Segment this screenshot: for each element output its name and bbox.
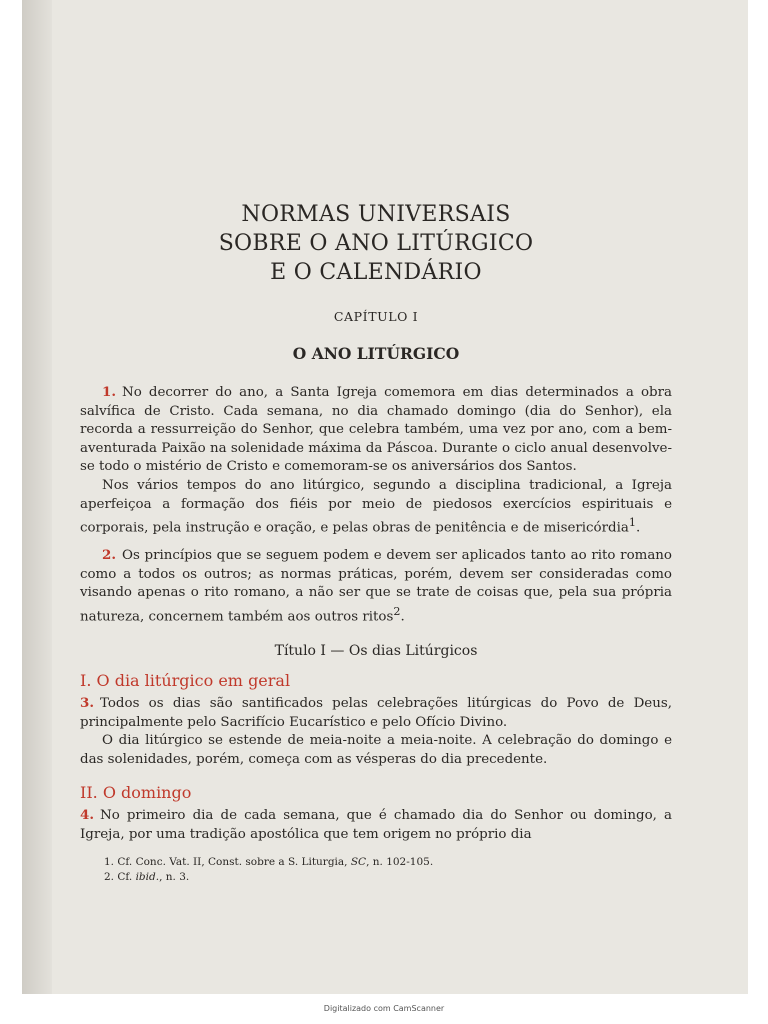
paragraph-text: Todos os dias são santificados pelas celebrações litúrgicas do Povo de Deus, principalmente pelo Sacrifício Eucarístico e pelo Ofício Divino.: [80, 696, 672, 730]
footnote-text: 2. Cf.: [104, 870, 136, 883]
paragraph-2: [80, 546, 672, 627]
paragraph-4: [80, 806, 672, 844]
footnote-text: , n. 3.: [159, 870, 190, 883]
scanned-page-photo: [22, 0, 748, 994]
paragraph-text: Nos vários tempos do ano litúrgico, segundo a disciplina tradicional, a Igreja aperfeiçoa a formação dos fiéis por meio de piedosos exercícios espirituais e corporais, pela instrução e oração, e pelas obras de penitência e de misericórdia: [80, 477, 672, 536]
paragraph-1: [80, 383, 672, 477]
paragraph-end: .: [635, 520, 641, 536]
paragraph-text: No primeiro dia de cada semana, que é chamado dia do Senhor ou domingo, a Igreja, por uma tradição apostólica que tem origem no próprio dia: [80, 808, 672, 843]
paragraph-3: [80, 694, 672, 732]
footnote-text: 1. Cf. Conc. Vat. II, Const. sobre a S. Liturgia,: [104, 855, 351, 868]
paragraph-text: O dia litúrgico se estende de meia-noite a meia-noite. A celebração do domingo e das solenidades, porém, começa com as vésperas do dia precedente.: [80, 733, 672, 767]
paragraph-1b: [80, 477, 672, 538]
document-title: [80, 200, 672, 287]
chapter-title: O ANO LITÚRGICO: [292, 344, 460, 363]
footnote-ref[interactable]: 2: [393, 605, 401, 618]
title-heading: Título I — Os dias Litúrgicos: [274, 643, 478, 660]
paragraph-number: 4.: [80, 807, 94, 824]
footnote-abbrev: SC: [350, 855, 367, 868]
section-heading-1: I. O dia litúrgico em geral: [80, 671, 291, 691]
paragraph-number: 2.: [102, 547, 116, 564]
paragraph-3b: [80, 732, 672, 769]
book-binding-shadow: [22, 0, 52, 994]
chapter-label: CAPÍTULO I: [333, 309, 419, 324]
title-line-3: E O CALENDÁRIO: [270, 260, 482, 285]
paragraph-end: .: [400, 609, 405, 625]
footnote-ref[interactable]: 1: [628, 516, 636, 530]
paragraph-number: 1.: [102, 384, 116, 400]
footnote-abbrev: ibid.: [135, 870, 160, 883]
scanner-watermark: Digitalizado com CamScanner: [323, 1004, 445, 1013]
footnote-text: , n. 102-105.: [366, 855, 434, 868]
paragraph-number: 3.: [80, 695, 94, 712]
section-heading-2: II. O domingo: [80, 783, 192, 803]
paragraph-text: No decorrer do ano, a Santa Igreja comemora em dias determinados a obra salvífica de Cristo. Cada semana, no dia chamado domingo (dia do Senhor), ela recorda a ressurreição do Senhor, que celebra também, uma vez por ano, com a bem-aventurada Paixão na solenidade máxima da Páscoa. Durante o ciclo anual desenvolve-se todo o mistério de Cristo e comemoram-se os aniversários dos Santos.: [80, 385, 672, 475]
paragraph-text: Os princípios que se seguem podem e devem ser aplicados tanto ao rito romano como a todos os outros; as normas práticas, porém, devem ser consideradas como visando apenas o rito romano, a não ser que se trate de coisas que, pela sua própria natureza, concernem também aos outros ritos: [80, 548, 672, 625]
title-line-1: NORMAS UNIVERSAIS: [241, 202, 511, 227]
footnotes: [80, 855, 672, 885]
footnote-2: [104, 870, 672, 885]
page-content: [80, 200, 672, 885]
footnote-1: [104, 855, 672, 870]
title-line-2: SOBRE O ANO LITÚRGICO: [218, 231, 534, 256]
